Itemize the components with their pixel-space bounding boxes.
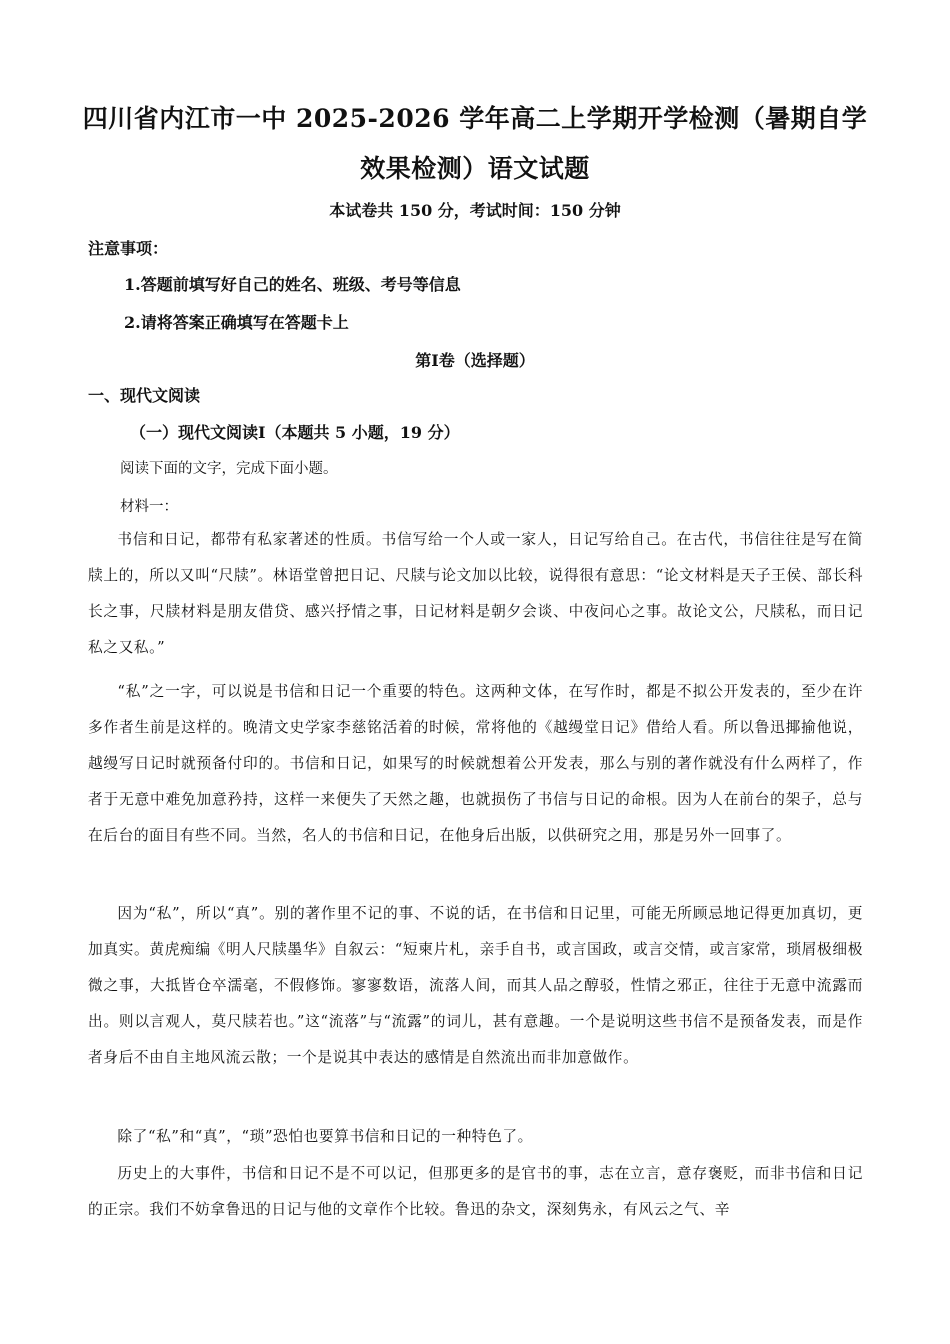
exam-info: 本试卷共 150 分，考试时间：150 分钟 [329, 201, 621, 220]
section-title: 一、现代文阅读 [88, 386, 201, 405]
reading-instruction: 阅读下面的文字，完成下面小题。 [120, 461, 338, 477]
body-paragraph: “私”之一字，可以说是书信和日记一个重要的特色。这两种文体，在写作时，都是不拟公开发表的，至少在许多作者生前是这样的。晚清文史学家李慈铭活着的时候，常将他的《越缦堂日记》借给人看。所以鲁迅揶揄他说，越缦写日记时就预备付印的。书信和日记，如果写的时候就想着公开发表，那么与别的著作就没有什么两样了，作者于无意中难免加意矜持，这样一来便失了天然之趣，也就损伤了书信与日记的命根。因为人在前台的架子，总与在后台的面目有些不同。当然，名人的书信和日记，在他身后出版，以供研究之用，那是另外一回事了。 [88, 683, 863, 844]
document-title: 四川省内江市一中 2025-2026 学年高二上学期开学检测（暑期自学效果检测）语文试题 [82, 104, 868, 183]
subsection-title: （一）现代文阅读Ⅰ（本题共 5 小题，19 分） [130, 423, 460, 442]
notes-label: 注意事项： [88, 239, 169, 258]
body-paragraph: 书信和日记，都带有私家著述的性质。书信写给一个人或一家人，日记写给自己。在古代，书信往往是写在简牍上的，所以又叫“尺牍”。林语堂曾把日记、尺牍与论文加以比较，说得很有意思：“论文材料是天子王侯、部长科长之事，尺牍材料是朋友借贷、感兴抒情之事，日记材料是朝夕会谈、中夜问心之事。故论文公，尺牍私，而日记私之又私。” [88, 531, 863, 656]
body-paragraph: 除了“私”和“真”，“琐”恐怕也要算书信和日记的一种特色了。 [117, 1128, 533, 1145]
note-item: 2.请将答案正确填写在答题卡上 [124, 313, 349, 332]
volume-title: 第Ⅰ卷（选择题） [415, 351, 535, 370]
body-paragraph: 历史上的大事件，书信和日记不是不可以记，但那更多的是官书的事，志在立言，意存褒贬，而非书信和日记的正宗。我们不妨拿鲁迅的日记与他的文章作个比较。鲁迅的杂文，深刻隽永，有风云之气、辛 [88, 1165, 863, 1218]
material-label: 材料一： [120, 499, 178, 515]
note-item: 1.答题前填写好自己的姓名、班级、考号等信息 [124, 275, 461, 294]
body-paragraph: 因为“私”，所以“真”。别的著作里不记的事、不说的话，在书信和日记里，可能无所顾忌地记得更加真切，更加真实。黄虎痴编《明人尺牍墨华》自叙云：“短柬片札，亲手自书，或言国政，或言交情，或言家常，琐屑极细极微之事，大抵皆仓卒濡毫，不假修饰。寥寥数语，流落人间，而其人品之醇驳，性情之邪正，往往于无意中流露而出。则以言观人，莫尺牍若也。”这“流落”与“流露”的词儿，甚有意趣。一个是说明这些书信不是预备发表，而是作者身后不由自主地风流云散；一个是说其中表达的感情是自然流出而非加意做作。 [88, 905, 863, 1066]
